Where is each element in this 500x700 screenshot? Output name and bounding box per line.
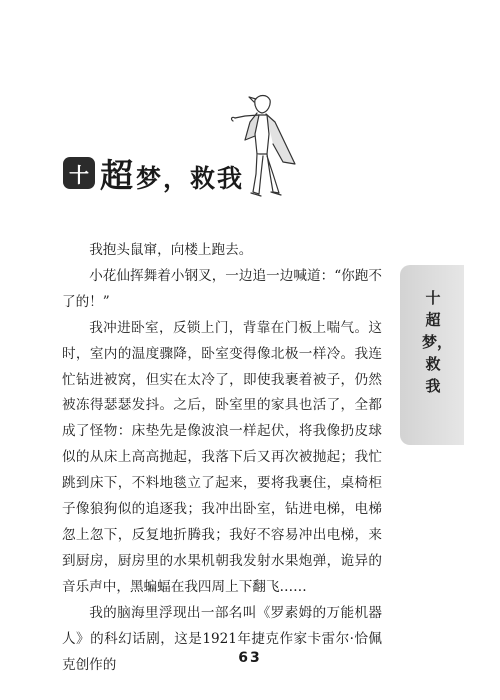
body-text	[62, 238, 382, 678]
side-tab-label: 十超梦，救我	[422, 289, 453, 395]
paragraph: 我抱头鼠窜，向楼上跑去。	[89, 242, 253, 258]
paragraph: 小花仙挥舞着小钢叉，一边追一边喊道：“你跑不了的！”	[62, 267, 382, 310]
paragraph: 我冲进卧室，反锁上门，背靠在门板上喘气。这时，室内的温度骤降，卧室变得像北极一样冷。我连忙钻进被窝，但实在太冷了，即使我裹着被子，仍然被冻得瑟瑟发抖。之后，卧室里的家具也活了，全都成了怪物：床垫先是像波浪一样起伏，将我像扔皮球似的从床上高高抛起，我落下后又再次被抛起；我忙跳到床下，不料地毯立了起来，要将我裹住，桌椅柜子像狼狗似的追逐我；我冲出卧室，钻进电梯，电梯忽上忽下，反复地折腾我；我好不容易冲出电梯，来到厨房，厨房里的水果机朝我发射水果炮弹，诡异的音乐声中，黑蝙蝠在我四周上下翻飞……	[62, 319, 382, 595]
chapter-title-first-char: 超	[100, 156, 134, 195]
chapter-side-tab	[400, 265, 464, 445]
chapter-title-rest: 梦，救我	[136, 164, 245, 193]
chapter-title	[100, 150, 244, 197]
chapter-number-badge	[63, 157, 95, 189]
paragraph: 我的脑海里浮现出一部名叫《罗素姆的万能机器人》的科幻话剧，这是1921年捷克作家卡雷尔·恰佩克创作的	[62, 604, 382, 673]
page-number: 63	[238, 650, 262, 666]
chapter-number: 十	[69, 162, 89, 187]
